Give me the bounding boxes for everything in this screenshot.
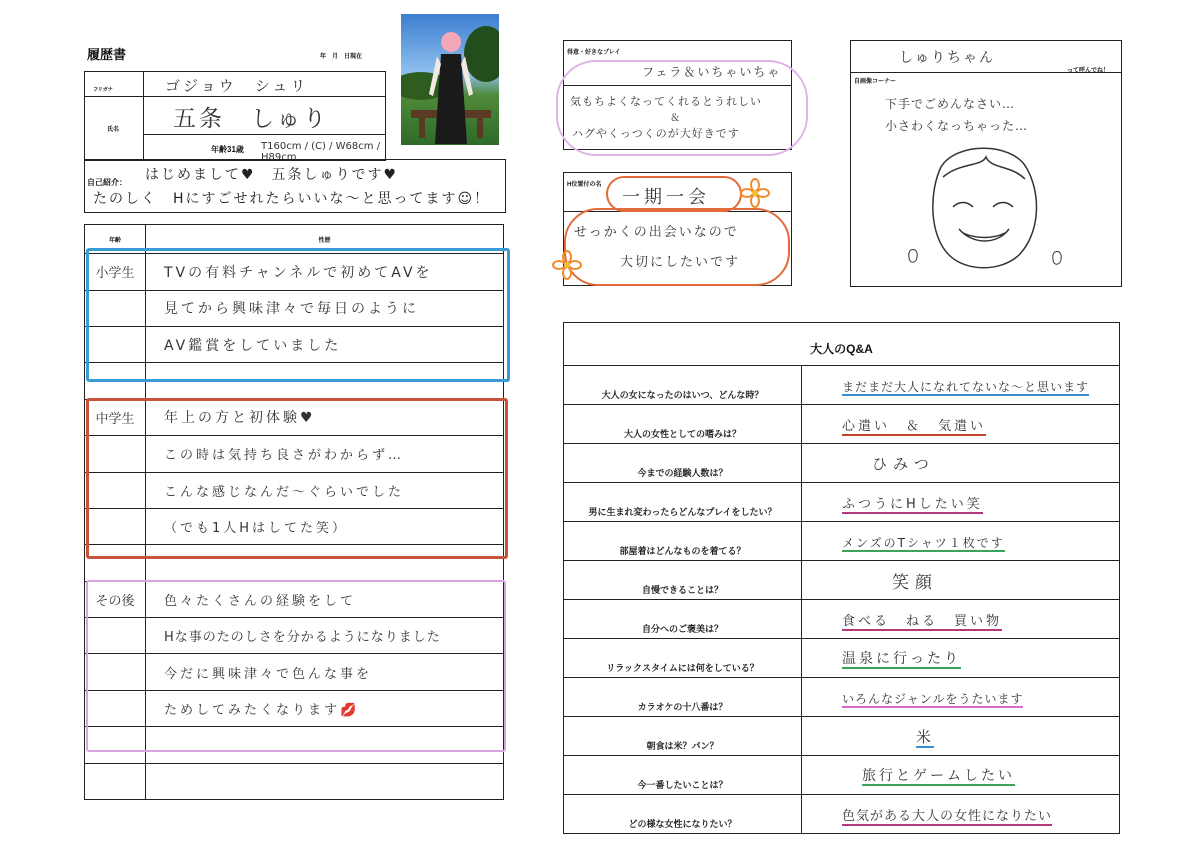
qa-answer: 旅行とゲームしたい (862, 768, 1015, 784)
history-text: TVの有料チャンネルで初めてAVを (146, 254, 504, 290)
photo-illustration (401, 14, 499, 145)
qa-table (563, 322, 1120, 834)
highlight-frame-pink (86, 580, 506, 752)
qa-answer: 心遣い ＆ 気遣い (842, 418, 987, 434)
intro-line-1: はじめまして♥ 五条しゅりです♥ (145, 167, 399, 183)
history-text: こんな感じなんだ〜ぐらいでした (146, 472, 504, 508)
profile-photo (401, 14, 499, 145)
furigana-value: ゴジョウ シュリ (165, 77, 309, 95)
portrait-divider (851, 72, 1121, 73)
qa-answer: メンズのTシャツ１枚です (842, 535, 1005, 550)
qa-question: カラオケの十八番は？ (564, 678, 802, 717)
history-col-age: 年齢 (85, 225, 146, 254)
motto-line-2: 大切にしたいです (620, 255, 741, 270)
portrait-caption-1: 下手でごめんなさい… (885, 97, 1016, 111)
history-text: 今だに興味津々で色んな事を (146, 654, 504, 690)
motto-title-circle (606, 176, 742, 212)
name-table (84, 71, 386, 161)
history-text: 年上の方と初体験♥ (146, 399, 504, 435)
intro-box (84, 159, 506, 213)
qa-answer: いろんなジャンルをうたいます (842, 691, 1024, 706)
history-age: 小学生 (85, 254, 146, 290)
nickname: しゅりちゃん (899, 50, 995, 66)
history-age: 中学生 (85, 399, 146, 435)
qa-answer: ふつうにHしたい笑 (842, 496, 983, 512)
history-text: 色々たくさんの経験をして (146, 581, 504, 617)
qa-answer: 温泉に行ったり (842, 651, 961, 667)
history-text: この時は気持ち良さがわからず… (146, 436, 504, 472)
qa-question: どの様な女性になりたい？ (564, 795, 802, 834)
qa-question: 自慢できることは？ (564, 561, 802, 600)
motto-title: 一期一会 (622, 187, 710, 208)
favorite-play-circle (556, 60, 808, 156)
qa-answer: 笑顔 (892, 572, 938, 593)
date-label: 年 月 日現在 (320, 54, 363, 60)
favorite-play-line-1: フェラ＆いちゃいちゃ (642, 65, 782, 79)
motto-line-1: せっかくの出会いなので (574, 225, 739, 240)
qa-question: 大人の女性としての嗜みは？ (564, 405, 802, 444)
face-drawing (901, 137, 1071, 282)
qa-answer: 米 (916, 727, 935, 746)
qa-answer: ひみつ (872, 454, 935, 473)
history-text (146, 763, 504, 799)
motto-body-circle (564, 208, 790, 286)
history-text: AV鑑賞をしていました (146, 327, 504, 363)
history-text: （でも1人Hはしてた笑） (146, 508, 504, 544)
qa-answer: まだまだ大人になれてないな〜と思います (842, 379, 1090, 394)
intro-line-2: たのしく Hにすごせれたらいいな〜と思ってます☺！ (93, 191, 491, 207)
qa-question: リラックスタイムには何をしている？ (564, 639, 802, 678)
intro-label: 自己紹介： (87, 178, 127, 187)
portrait-corner-label: 自画像コーナー (854, 79, 897, 85)
favorite-play-line-3: ＆ (670, 113, 683, 124)
qa-question: 朝食は米？パン？ (564, 717, 802, 756)
furigana-label: フリガナ (93, 87, 113, 93)
qa-question: 今一番したいことは？ (564, 756, 802, 795)
qa-answer: 色気がある大人の女性になりたい (842, 808, 1053, 824)
qa-answer: 食べる ねる 買い物 (842, 613, 1003, 629)
qa-title: 大人のQ&A (564, 323, 1120, 366)
favorite-play-line-4: ハグやくっつくのが大好きです (572, 127, 740, 140)
self-portrait-box (850, 40, 1122, 287)
motto-label: H位置付の名 (567, 182, 602, 188)
favorite-play-line-2: 気もちよくなってくれるとうれしい (570, 95, 762, 108)
favorite-play-label: 得意・好きなプレイ (567, 50, 621, 56)
history-text: Hな事のたのしさを分かるようになりました (146, 618, 504, 654)
history-col-history: 性歴 (146, 225, 504, 254)
name-value: 五条 しゅり (173, 106, 329, 132)
page-title: 履歴書 (87, 47, 127, 62)
measurements: T160cm / (C) / W68cm / H89cm (261, 141, 381, 163)
flower-icon (552, 250, 582, 280)
highlight-frame-red (86, 398, 508, 559)
history-age: その後 (85, 581, 146, 617)
qa-question: 自分へのご褒美は？ (564, 600, 802, 639)
flower-icon (740, 178, 770, 208)
history-text: 見てから興味津々で毎日のように (146, 290, 504, 326)
portrait-caption-2: 小さわくなっちゃった… (885, 119, 1029, 133)
nickname-suffix: って呼んでね！ (1067, 68, 1110, 74)
qa-question: 男に生まれ変わったらどんなプレイをしたい？ (564, 483, 802, 522)
history-text: ためしてみたくなります💋 (146, 690, 504, 726)
highlight-frame-blue (86, 248, 510, 382)
qa-question: 大人の女になったのはいつ、どんな時？ (564, 366, 802, 405)
qa-question: 今までの経験人数は？ (564, 444, 802, 483)
history-age (85, 763, 146, 799)
age-label: 年齢31歳 (211, 145, 244, 154)
name-label: 氏名 (107, 127, 120, 133)
qa-question: 部屋着はどんなものを着てる？ (564, 522, 802, 561)
